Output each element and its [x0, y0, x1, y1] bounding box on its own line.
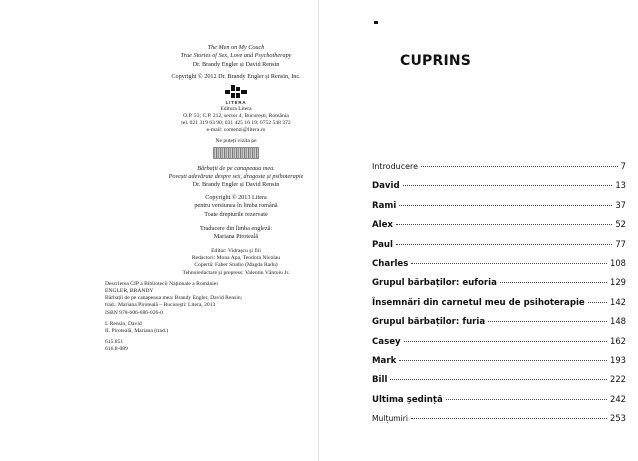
cip-line: Bărbații de pe canapeaua mea/ Brandy Engler, David Rensin;: [105, 295, 243, 302]
original-title: The Men on My Couch: [207, 44, 265, 51]
romanian-subtitle: Povești adevărate despre sex, dragoste și psihoterapie: [168, 173, 304, 181]
cip-line: trad.: Mariana Piroteală – București: Litera, 2013: [105, 302, 216, 309]
toc-leader-dots: [588, 302, 607, 303]
toc-entry-page: 222: [610, 374, 626, 385]
toc-entry-label: Grupul bărbaților: furia: [372, 317, 486, 328]
toc-entry[interactable]: [372, 200, 626, 219]
toc-entry-label: Casey: [372, 336, 401, 347]
original-authors: Dr. Brandy Engler și David Rensin: [192, 60, 280, 68]
cip-line: 616.8-089: [105, 346, 128, 353]
toc-leader-dots: [404, 341, 607, 342]
tech-credit: Tehnoredactare și prepress: Valentin Vântoiu Jr.: [182, 269, 290, 276]
toc-entry[interactable]: [372, 219, 626, 238]
publisher-address: O.P. 53; C.P. 212, sector 4, București, România: [183, 112, 289, 119]
translation-label: Traducere din limba engleză:: [199, 225, 273, 233]
toc-entry-label: Introducere: [372, 162, 419, 171]
publisher-logo-text: LITERA: [225, 99, 247, 105]
original-copyright: Copyright © 2012 Dr. Brandy Engler și Rensin, Inc.: [171, 73, 301, 81]
publisher-logo: [120, 85, 352, 106]
toc-entry-page: 162: [610, 335, 626, 346]
toc-entry-label: Charles: [372, 258, 409, 269]
imprint-page: [105, 44, 352, 354]
cip-line: I. Rensin, David: [105, 320, 142, 327]
toc-entry-label: Ultima ședință: [372, 394, 443, 405]
toc-leader-dots: [500, 282, 607, 283]
toc-leader-dots: [396, 224, 612, 225]
toc-entry[interactable]: [372, 336, 626, 355]
publisher-email: e-mail: comenzi@litera.ro: [206, 127, 266, 134]
rights-note: Toate drepturile rezervate: [204, 210, 268, 218]
redactors-credit: Redactori: Mona Apa, Teodora Nicolau: [191, 255, 281, 262]
romanian-copyright: Copyright © 2013 Litera: [205, 193, 267, 201]
toc-entry[interactable]: [372, 316, 626, 335]
toc-entry-label: Mark: [372, 355, 397, 366]
translator-name: Mariana Piroteală: [213, 233, 259, 241]
publisher-phone: tel. 021 319 63 90; 031 425 16 19; 0752 548 372: [181, 120, 291, 127]
toc-entry[interactable]: [372, 258, 626, 277]
cip-line: ENGLER, BRANDY: [105, 287, 154, 294]
toc-entry-label: Rami: [372, 200, 397, 211]
toc-entry-page: 37: [615, 199, 626, 210]
toc-leader-dots: [403, 185, 613, 186]
toc-entry-label: Grupul bărbaților: euforia: [372, 278, 497, 289]
toc-entry-page: 242: [610, 393, 626, 404]
toc-entry-label: Alex: [372, 220, 393, 231]
toc-leader-dots: [411, 418, 607, 419]
toc-entry[interactable]: [372, 413, 626, 432]
toc-entry-label: Însemnări din carnetul meu de psihoterapie: [372, 297, 585, 308]
toc-entry-page: 7: [620, 161, 626, 171]
cip-line: Descrierea CIP a Bibliotecii Naționale a României: [105, 280, 218, 287]
toc-entry-page: 77: [615, 238, 626, 249]
litera-logo-icon: [225, 85, 247, 99]
toc-entry-page: 129: [610, 277, 626, 288]
toc-leader-dots: [399, 205, 612, 206]
cip-block: [105, 281, 352, 354]
toc-leader-dots: [390, 379, 607, 380]
visit-text: Ne puteți vizita pe: [215, 138, 257, 145]
toc-entry-page: 108: [610, 257, 626, 268]
editor-credit: Editor: Vidrașcu și fiii: [211, 247, 261, 254]
toc-leader-dots: [396, 244, 612, 245]
toc-entry-page: 13: [615, 180, 626, 191]
toc-entry[interactable]: [372, 374, 626, 393]
toc-entry[interactable]: [372, 355, 626, 374]
cip-line: 615.851: [105, 339, 124, 346]
toc-entry-label: Paul: [372, 239, 393, 250]
toc-entry[interactable]: [372, 297, 626, 316]
original-subtitle: True Stories of Sex, Love and Psychotherapy: [180, 52, 292, 60]
toc-entry-page: 253: [610, 413, 626, 424]
toc-leader-dots: [399, 360, 607, 361]
toc-entry-page: 148: [610, 316, 626, 327]
toc-leader-dots: [488, 321, 607, 322]
toc-leader-dots: [421, 166, 618, 167]
toc-title: CUPRINS: [400, 53, 472, 69]
cip-line: II. Piroteală, Mariana (trad.): [105, 327, 169, 334]
toc-entry[interactable]: [372, 161, 626, 180]
publisher-name: Editura Litera: [220, 105, 252, 112]
toc-entry-label: Mulțumiri: [372, 414, 409, 424]
toc-entry-label: David: [372, 181, 400, 192]
romanian-authors: Dr. Brandy Engler și David Rensin: [192, 181, 280, 189]
romanian-title: Bărbații de pe canapeaua mea.: [197, 164, 275, 172]
toc-entry-page: 193: [610, 354, 626, 365]
cip-line: ISBN 978-606-686-026-0: [105, 309, 163, 316]
toc-entry[interactable]: [372, 277, 626, 296]
toc-entry[interactable]: [372, 394, 626, 413]
toc-leader-dots: [411, 263, 607, 264]
toc-entry-page: 142: [610, 296, 626, 307]
toc-entry[interactable]: [372, 239, 626, 258]
cover-credit: Copertă: Faber Studio (Magda Radu): [194, 262, 278, 269]
toc-entry-label: Bill: [372, 375, 388, 386]
toc-entry-page: 52: [615, 219, 626, 230]
toc-list: [372, 161, 626, 432]
edition-note: pentru versiunea în limba română: [194, 202, 278, 210]
toc-entry[interactable]: [372, 180, 626, 199]
toc-leader-dots: [446, 399, 607, 400]
website-banner-image: [213, 147, 259, 159]
scan-mark: [374, 21, 378, 24]
